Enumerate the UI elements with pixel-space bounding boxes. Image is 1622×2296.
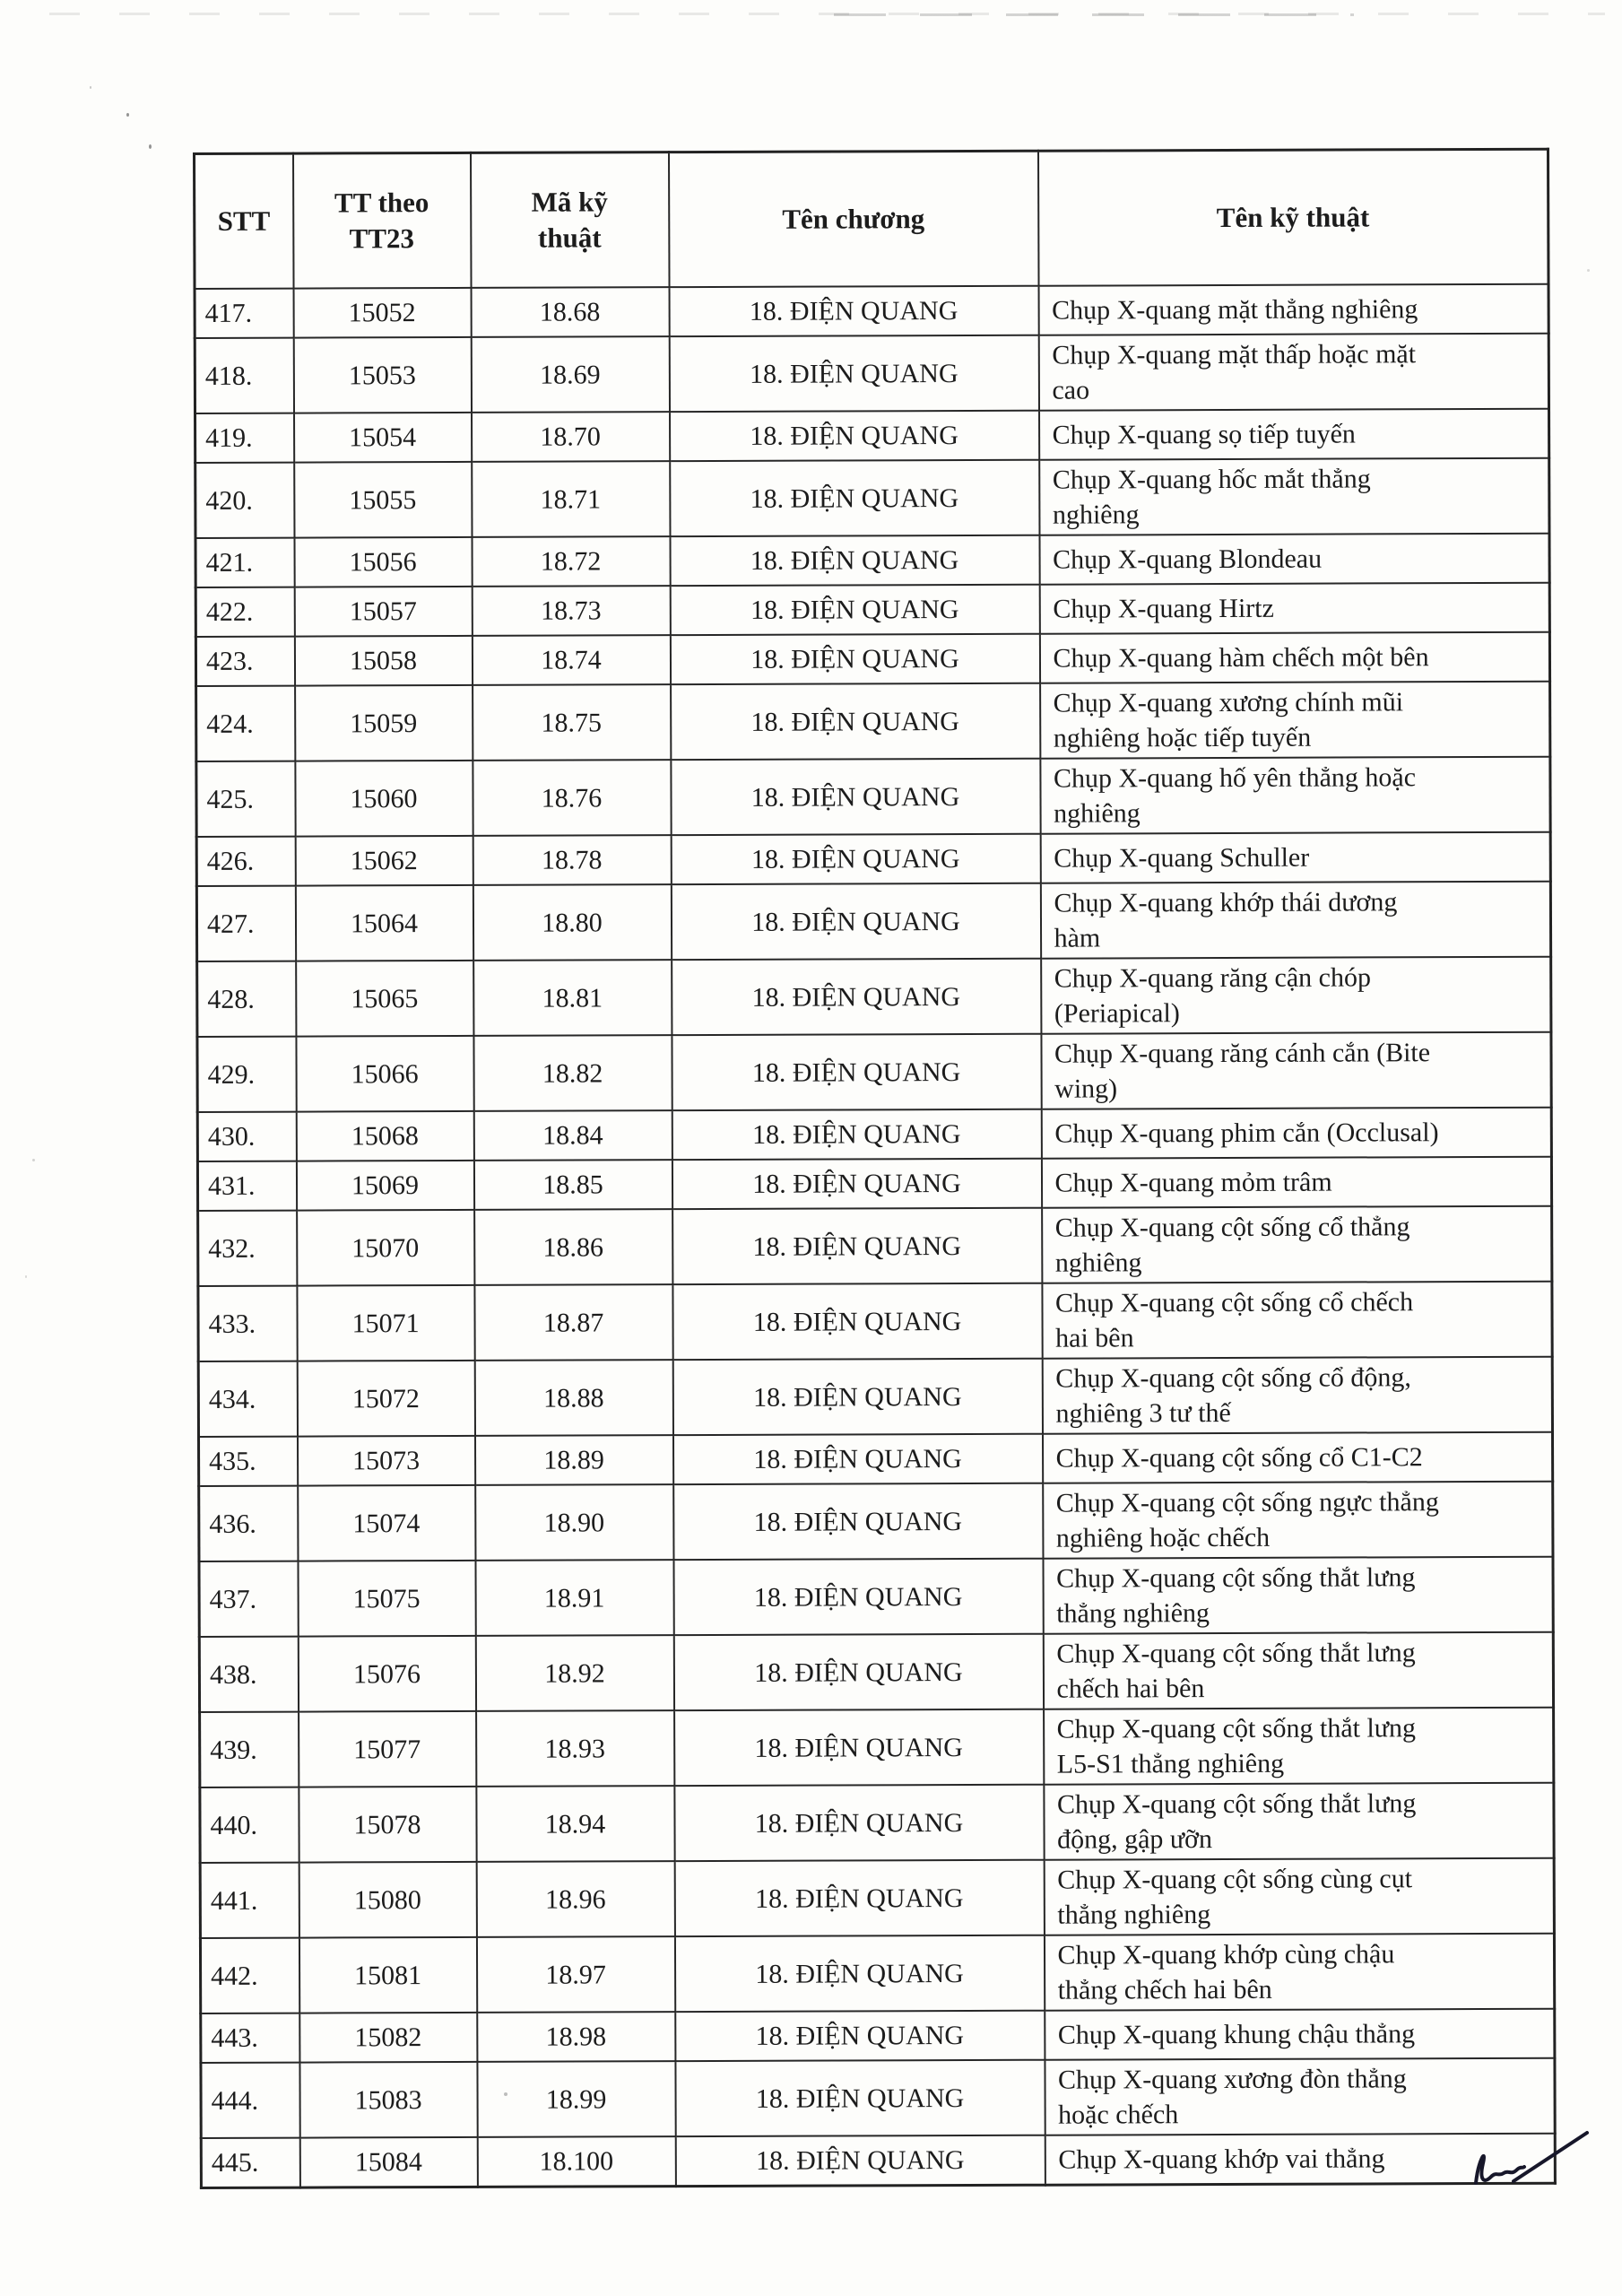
cell-chuong: 18. ĐIỆN QUANG (672, 1208, 1042, 1284)
cell-kythuat: Chụp X-quang xương đòn thẳng hoặc chếch (1045, 2058, 1555, 2135)
table-row (195, 284, 1548, 338)
cell-ma: 18.93 (476, 1710, 674, 1787)
cell-chuong: 18. ĐIỆN QUANG (669, 335, 1038, 412)
cell-tt23: 15054 (294, 413, 472, 463)
table-row (197, 1032, 1551, 1112)
cell-stt: 430. (197, 1112, 296, 1161)
cell-tt23: 15058 (294, 636, 472, 686)
cell-stt: 440. (200, 1787, 299, 1863)
cell-ma: 18.90 (475, 1484, 673, 1561)
column-header-line: Tên kỹ thuật (1216, 201, 1370, 234)
table-row (201, 2058, 1555, 2138)
cell-ma: 18.70 (472, 412, 670, 462)
table-row (195, 334, 1548, 413)
cell-chuong: 18. ĐIỆN QUANG (670, 535, 1039, 586)
cell-stt: 445. (201, 2138, 299, 2188)
table-row (195, 583, 1549, 637)
cell-stt: 443. (201, 2013, 299, 2063)
cell-stt: 421. (195, 538, 294, 587)
cell-stt: 418. (195, 338, 293, 413)
cell-kythuat: Chụp X-quang răng cận chóp (Periapical) (1041, 957, 1551, 1034)
column-header-ma (471, 152, 670, 288)
cell-kythuat: Chụp X-quang cột sống cùng cụt thẳng nghiêng (1044, 1858, 1554, 1935)
cell-kythuat: Chụp X-quang Blondeau (1039, 534, 1549, 585)
scan-artifact-line (834, 13, 1354, 16)
cell-chuong: 18. ĐIỆN QUANG (669, 286, 1038, 336)
cell-kythuat: Chụp X-quang cột sống thắt lưng chếch hai bên (1043, 1632, 1553, 1709)
cell-tt23: 15082 (299, 2013, 477, 2063)
cell-chuong: 18. ĐIỆN QUANG (672, 959, 1041, 1035)
table-row (200, 1708, 1554, 1787)
cell-stt: 438. (199, 1637, 298, 1712)
cell-stt: 441. (200, 1863, 299, 1938)
table-row (197, 957, 1551, 1037)
cell-kythuat: Chụp X-quang mỏm trâm (1041, 1157, 1551, 1208)
cell-tt23: 15053 (293, 337, 471, 413)
cell-tt23: 15065 (296, 961, 473, 1037)
cell-tt23: 15070 (297, 1210, 474, 1286)
handwritten-signature-mark (1463, 2127, 1598, 2201)
cell-kythuat: Chụp X-quang xương chính mũi nghiêng hoặc tiếp tuyến (1040, 682, 1550, 759)
cell-ma: 18.87 (474, 1284, 672, 1361)
cell-ma: 18.73 (472, 586, 670, 636)
cell-ma: 18.99 (477, 2061, 675, 2137)
cell-ma: 18.89 (474, 1435, 672, 1485)
cell-ma: 18.92 (475, 1635, 673, 1711)
cell-kythuat: Chụp X-quang mặt thẳng nghiêng (1038, 284, 1548, 335)
cell-chuong: 18. ĐIỆN QUANG (671, 834, 1040, 884)
cell-ma: 18.78 (473, 835, 671, 885)
column-header-line: TT23 (349, 222, 415, 255)
cell-kythuat: Chụp X-quang khớp vai thẳng (1045, 2134, 1555, 2185)
cell-ma: 18.94 (476, 1786, 674, 1862)
table-row (197, 1108, 1551, 1161)
cell-tt23: 15055 (294, 462, 472, 538)
cell-chuong: 18. ĐIỆN QUANG (672, 1434, 1042, 1484)
cell-stt: 434. (198, 1361, 297, 1437)
cell-ma: 18.96 (476, 1861, 674, 1937)
cell-kythuat: Chụp X-quang cột sống cổ thẳng nghiêng (1042, 1206, 1552, 1283)
cell-stt: 427. (196, 886, 295, 961)
cell-chuong: 18. ĐIỆN QUANG (672, 1159, 1041, 1209)
cell-tt23: 15056 (294, 537, 472, 587)
cell-kythuat: Chụp X-quang cột sống thắt lưng động, gập ưỡn (1044, 1783, 1554, 1860)
cell-ma: 18.75 (473, 684, 671, 761)
column-header-line: Tên chương (782, 203, 925, 235)
table-row (198, 1282, 1552, 1361)
cell-kythuat: Chụp X-quang răng cánh cắn (Bite wing) (1041, 1032, 1551, 1109)
cell-kythuat: Chụp X-quang hốc mắt thẳng nghiêng (1039, 458, 1549, 535)
cell-tt23: 15076 (298, 1636, 475, 1712)
cell-kythuat: Chụp X-quang phim cắn (Occlusal) (1041, 1108, 1551, 1159)
table-row (195, 632, 1549, 686)
cell-kythuat: Chụp X-quang hố yên thẳng hoặc nghiêng (1040, 757, 1550, 834)
cell-kythuat: Chụp X-quang mặt thấp hoặc mặt cao (1038, 334, 1548, 411)
cell-stt: 428. (197, 961, 296, 1037)
cell-chuong: 18. ĐIỆN QUANG (674, 1935, 1044, 2012)
scan-artifact-line (49, 13, 1605, 15)
scan-artifact-speck (126, 113, 129, 117)
cell-ma: 18.97 (476, 1936, 674, 2013)
cell-stt: 429. (197, 1037, 296, 1112)
cell-tt23: 15069 (296, 1161, 473, 1211)
cell-tt23: 15057 (294, 587, 472, 637)
cell-kythuat: Chụp X-quang Hirtz (1039, 583, 1549, 634)
table-row (201, 2009, 1555, 2063)
cell-chuong: 18. ĐIỆN QUANG (672, 1283, 1042, 1360)
cell-kythuat: Chụp X-quang khớp thái dương hàm (1040, 882, 1550, 959)
cell-tt23: 15073 (297, 1436, 474, 1486)
cell-tt23: 15064 (295, 885, 473, 961)
column-header-stt (195, 153, 294, 289)
cell-kythuat: Chụp X-quang Schuller (1040, 832, 1550, 883)
cell-ma: 18.98 (477, 2012, 675, 2062)
table-row (196, 682, 1550, 761)
cell-ma: 18.86 (474, 1209, 672, 1285)
cell-chuong: 18. ĐIỆN QUANG (670, 585, 1039, 635)
cell-ma: 18.82 (473, 1035, 672, 1111)
scan-artifact-speck (1587, 269, 1590, 272)
column-header-line: thuật (537, 222, 602, 254)
cell-kythuat: Chụp X-quang cột sống cổ động, nghiêng 3 tư thế (1042, 1357, 1552, 1434)
cell-stt: 435. (198, 1437, 297, 1486)
cell-kythuat: Chụp X-quang cột sống thắt lưng thẳng nghiêng (1043, 1557, 1553, 1634)
table-row (201, 2134, 1555, 2188)
cell-stt: 439. (200, 1712, 299, 1787)
cell-stt: 420. (195, 463, 294, 538)
cell-stt: 422. (195, 587, 294, 637)
cell-ma: 18.74 (472, 635, 670, 685)
cell-chuong: 18. ĐIỆN QUANG (673, 1483, 1043, 1560)
table-row (196, 882, 1550, 961)
scan-artifact-speck (25, 1275, 27, 1278)
table-row (200, 1783, 1554, 1863)
cell-stt: 437. (199, 1561, 298, 1637)
cell-chuong: 18. ĐIỆN QUANG (673, 1634, 1043, 1710)
cell-kythuat: Chụp X-quang cột sống cổ chếch hai bên (1042, 1282, 1552, 1359)
cell-chuong: 18. ĐIỆN QUANG (670, 460, 1039, 536)
cell-tt23: 15060 (295, 761, 473, 837)
procedure-table (193, 148, 1557, 2189)
table-row (198, 1432, 1552, 1486)
cell-ma: 18.100 (477, 2136, 675, 2187)
cell-stt: 425. (196, 761, 295, 837)
table-row (199, 1632, 1553, 1712)
cell-stt: 426. (196, 837, 295, 886)
cell-chuong: 18. ĐIỆN QUANG (672, 1359, 1042, 1435)
cell-ma: 18.71 (472, 461, 670, 537)
table-row (196, 832, 1550, 886)
scan-artifact-speck (32, 1159, 35, 1161)
table-row (196, 757, 1550, 837)
cell-tt23: 15071 (297, 1285, 474, 1361)
column-header-line: Mã kỹ (531, 186, 608, 218)
cell-chuong: 18. ĐIỆN QUANG (675, 2011, 1045, 2061)
table-row (199, 1557, 1553, 1637)
cell-chuong: 18. ĐIỆN QUANG (674, 1860, 1044, 1936)
cell-chuong: 18. ĐIỆN QUANG (670, 411, 1039, 461)
cell-stt: 417. (195, 289, 293, 338)
cell-kythuat: Chụp X-quang cột sống thắt lưng L5-S1 thẳng nghiêng (1044, 1708, 1554, 1785)
cell-chuong: 18. ĐIỆN QUANG (674, 1709, 1044, 1786)
table-body (195, 284, 1555, 2188)
cell-chuong: 18. ĐIỆN QUANG (670, 634, 1039, 684)
cell-kythuat: Chụp X-quang cột sống ngực thẳng nghiêng hoặc chếch (1043, 1482, 1553, 1559)
table-row (198, 1206, 1552, 1286)
cell-chuong: 18. ĐIỆN QUANG (673, 1559, 1043, 1635)
table-row (200, 1934, 1554, 2013)
column-header-line: TT theo (334, 187, 429, 219)
cell-stt: 432. (198, 1211, 297, 1286)
cell-tt23: 15052 (293, 288, 471, 338)
cell-ma: 18.85 (473, 1160, 672, 1210)
cell-kythuat: Chụp X-quang khung chậu thẳng (1045, 2009, 1555, 2060)
column-header-chuong (669, 151, 1039, 287)
cell-tt23: 15077 (299, 1711, 476, 1787)
cell-chuong: 18. ĐIỆN QUANG (671, 683, 1040, 760)
cell-chuong: 18. ĐIỆN QUANG (672, 1109, 1041, 1160)
cell-kythuat: Chụp X-quang sọ tiếp tuyến (1039, 409, 1549, 460)
cell-ma: 18.80 (473, 884, 671, 961)
cell-tt23: 15081 (299, 1937, 476, 2013)
cell-chuong: 18. ĐIỆN QUANG (672, 1034, 1041, 1110)
cell-chuong: 18. ĐIỆN QUANG (674, 1785, 1044, 1861)
cell-tt23: 15062 (295, 836, 473, 886)
cell-stt: 423. (195, 637, 294, 686)
cell-ma: 18.72 (472, 536, 670, 587)
cell-tt23: 15068 (296, 1111, 473, 1161)
cell-stt: 424. (196, 686, 295, 761)
column-header-tt23 (293, 152, 472, 288)
cell-tt23: 15066 (296, 1036, 473, 1112)
cell-ma: 18.88 (474, 1360, 672, 1436)
scan-artifact-speck (149, 144, 152, 149)
cell-stt: 444. (201, 2063, 299, 2138)
cell-chuong: 18. ĐIỆN QUANG (671, 883, 1040, 960)
cell-tt23: 15078 (299, 1787, 476, 1863)
header-row (195, 149, 1549, 289)
cell-stt: 433. (198, 1286, 297, 1361)
cell-kythuat: Chụp X-quang khớp cùng chậu thẳng chếch hai bên (1044, 1934, 1554, 2011)
table-row (195, 534, 1549, 587)
cell-stt: 436. (199, 1486, 298, 1561)
cell-ma: 18.84 (473, 1110, 672, 1161)
table-row (195, 409, 1549, 463)
table-row (197, 1157, 1551, 1211)
table-row (199, 1482, 1553, 1561)
cell-kythuat: Chụp X-quang hàm chếch một bên (1039, 632, 1549, 683)
cell-ma: 18.69 (471, 336, 669, 413)
column-header-kythuat (1037, 149, 1548, 285)
cell-tt23: 15084 (299, 2137, 477, 2187)
table-row (200, 1858, 1554, 1938)
cell-chuong: 18. ĐIỆN QUANG (671, 759, 1040, 835)
cell-kythuat: Chụp X-quang cột sống cổ C1-C2 (1042, 1432, 1552, 1483)
cell-tt23: 15074 (298, 1485, 475, 1561)
cell-ma: 18.91 (475, 1560, 673, 1636)
cell-tt23: 15080 (299, 1862, 476, 1938)
cell-stt: 431. (197, 1161, 296, 1211)
cell-ma: 18.76 (473, 760, 671, 836)
cell-tt23: 15083 (299, 2062, 477, 2138)
scan-artifact-speck (90, 86, 91, 89)
cell-tt23: 15059 (295, 685, 473, 761)
cell-tt23: 15075 (298, 1561, 475, 1637)
column-header-line: STT (217, 204, 271, 237)
cell-tt23: 15072 (297, 1361, 474, 1437)
cell-chuong: 18. ĐIỆN QUANG (675, 2135, 1045, 2187)
cell-chuong: 18. ĐIỆN QUANG (675, 2060, 1045, 2136)
table-row (195, 458, 1549, 538)
cell-ma: 18.68 (471, 287, 669, 337)
table-row (198, 1357, 1552, 1437)
cell-stt: 419. (195, 413, 294, 463)
cell-ma: 18.81 (473, 960, 672, 1036)
cell-stt: 442. (200, 1938, 299, 2013)
